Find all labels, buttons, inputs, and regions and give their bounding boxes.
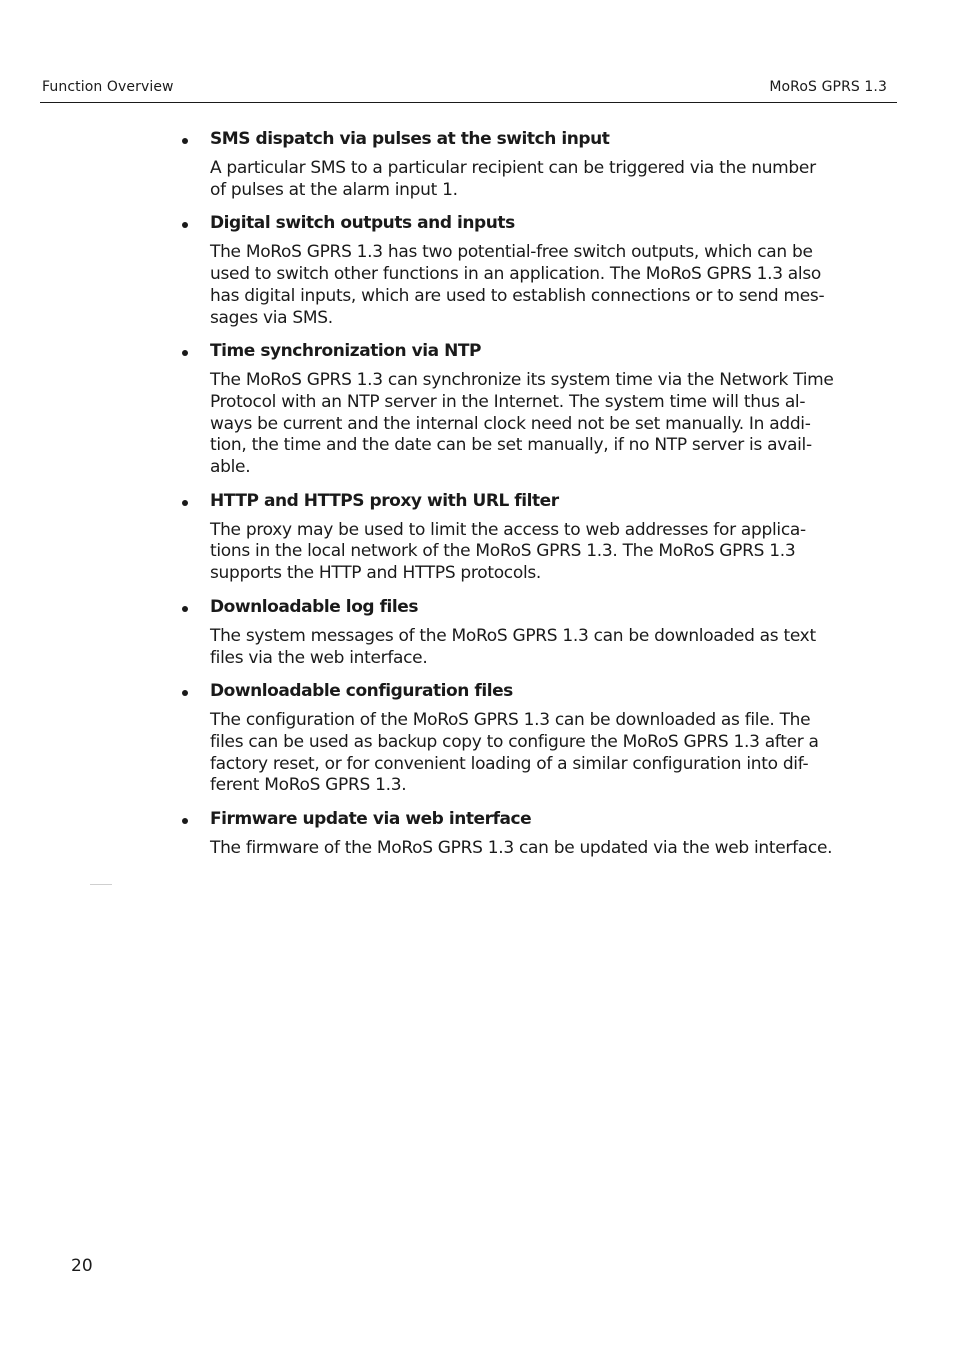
feature-description: The MoRoS GPRS 1.3 can synchronize its system time via the Network Time Protocol with an NTP server in the Internet. The system time will thus al- ways be current and the internal clock need not be set manually. In addi- tion, the time and the date can be set manually, if no NTP server is avail- able. (210, 370, 834, 478)
running-header-product: MoRoS GPRS 1.3 (769, 79, 887, 95)
feature-title-text: Downloadable configuration files (210, 681, 513, 702)
feature-list (180, 128, 840, 871)
bullet-icon (182, 606, 188, 612)
bullet-icon (182, 690, 188, 696)
feature-item (180, 596, 840, 669)
page-number: 20 (71, 1256, 93, 1276)
running-header-section: Function Overview (42, 79, 174, 95)
feature-item (180, 128, 840, 201)
feature-item (180, 680, 840, 797)
feature-description: The proxy may be used to limit the access to web addresses for applica- tions in the local network of the MoRoS GPRS 1.3. The MoRoS GPRS 1.3 supports the HTTP and HTTPS protocols. (210, 519, 806, 584)
bullet-icon (182, 222, 188, 228)
feature-description: The system messages of the MoRoS GPRS 1.3 can be downloaded as text files via the web interface. (210, 625, 816, 668)
feature-item (180, 490, 840, 585)
feature-title-text: HTTP and HTTPS proxy with URL filter (210, 490, 559, 511)
feature-description: The firmware of the MoRoS GPRS 1.3 can be updated via the web interface. (210, 838, 833, 859)
feature-description: The MoRoS GPRS 1.3 has two potential-free switch outputs, which can be used to switch other functions in an application. The MoRoS GPRS 1.3 also has digital inputs, which are used to establish connections or to send mes- sages via SMS. (210, 242, 825, 328)
bullet-icon (182, 500, 188, 506)
feature-description: The configuration of the MoRoS GPRS 1.3 can be downloaded as file. The files can be used as backup copy to configure the MoRoS GPRS 1.3 after a factory reset, or for convenient loading of a similar configuration into dif- ferent MoRoS GPRS 1.3. (210, 710, 819, 796)
feature-title (180, 808, 840, 830)
feature-title (180, 596, 840, 618)
feature-item (180, 212, 840, 329)
feature-title-text: Firmware update via web interface (210, 809, 532, 830)
feature-title (180, 340, 840, 362)
bullet-icon (182, 138, 188, 144)
feature-title-text: Downloadable log files (210, 596, 419, 617)
bullet-icon (182, 818, 188, 824)
feature-title-text: Time synchronization via NTP (210, 341, 482, 362)
feature-title-text: Digital switch outputs and inputs (210, 213, 515, 234)
header-divider (40, 102, 897, 103)
feature-title (180, 212, 840, 234)
feature-title-text: SMS dispatch via pulses at the switch input (210, 129, 610, 149)
feature-title (180, 128, 840, 150)
margin-mark (90, 884, 112, 885)
feature-title (180, 490, 840, 512)
feature-description: A particular SMS to a particular recipient can be triggered via the number of pulses at the alarm input 1. (210, 158, 816, 200)
feature-title (180, 680, 840, 702)
feature-item (180, 808, 840, 860)
feature-item (180, 340, 840, 479)
bullet-icon (182, 350, 188, 356)
